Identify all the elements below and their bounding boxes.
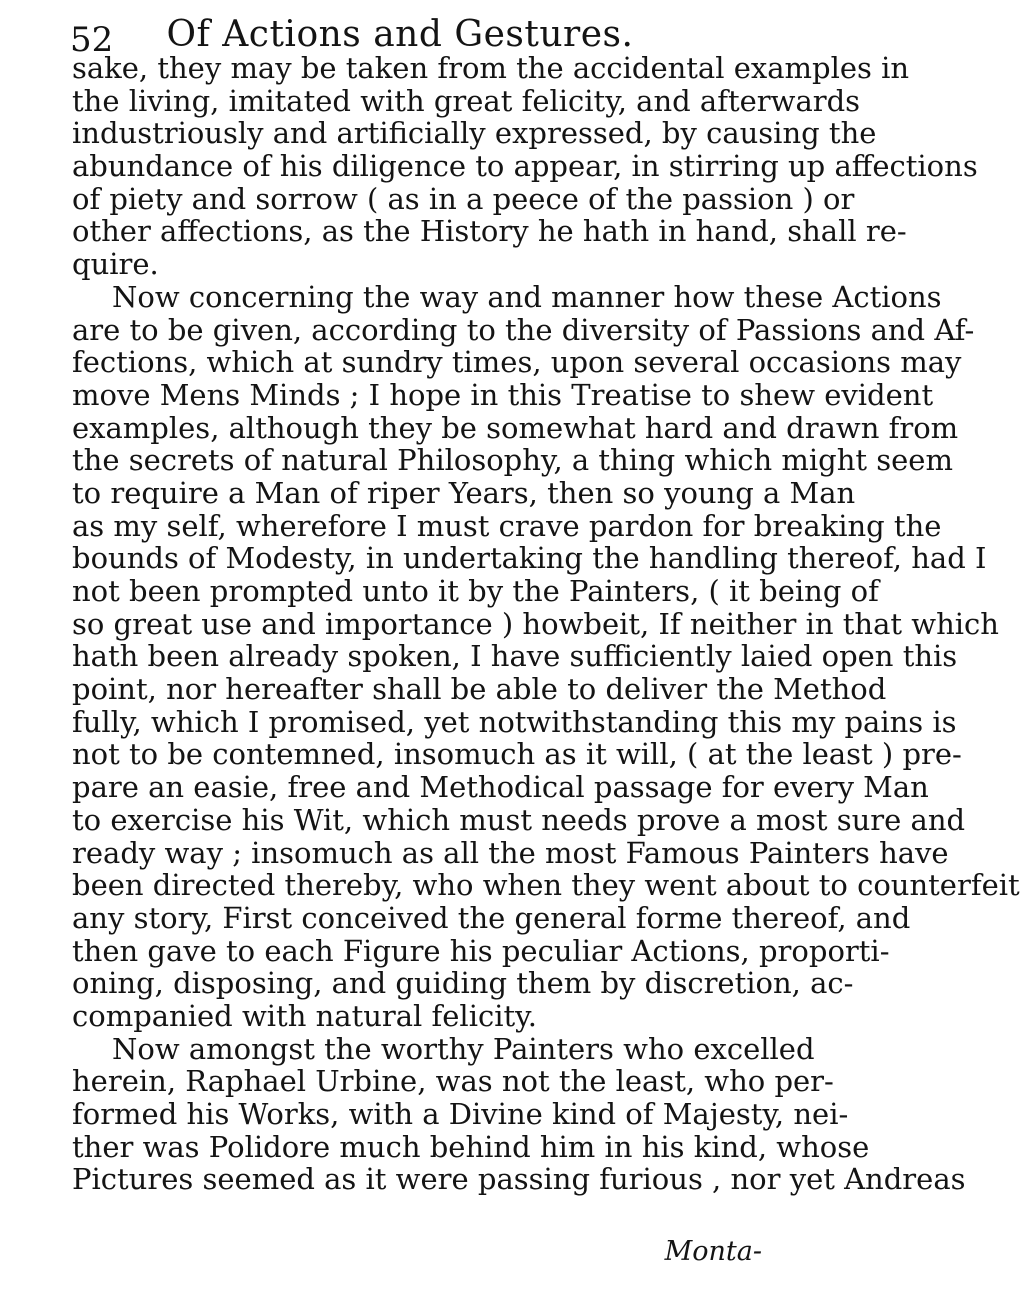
text-line: Pictures seemed as it were passing furious , nor yet Andreas — [72, 1162, 966, 1197]
text-line: of piety and sorrow ( as in a peece of the passion ) or — [72, 181, 855, 216]
text-line: are to be given, according to the diversity of Passions and Af- — [72, 312, 975, 347]
text-line: abundance of his diligence to appear, in stirring up affections — [72, 149, 978, 184]
paragraph-start-line: Now amongst the worthy Painters who excelled — [112, 1031, 815, 1066]
text-line: fections, which at sundry times, upon several occasions may — [72, 345, 962, 380]
text-line: bounds of Modesty, in undertaking the handling thereof, had I — [72, 541, 987, 576]
text-line: any story, First conceived the general forme thereof, and — [72, 900, 911, 935]
text-line: quire. — [72, 247, 159, 282]
text-line: companied with natural felicity. — [72, 998, 537, 1033]
text-line: been directed thereby, who when they went about to counterfeit — [72, 868, 1020, 903]
text-line: sake, they may be taken from the accidental examples in — [72, 51, 910, 85]
text-line: to require a Man of riper Years, then so young a Man — [72, 475, 856, 510]
text-line: move Mens Minds ; I hope in this Treatise to shew evident — [72, 377, 934, 412]
page-number: 52 — [70, 20, 114, 60]
running-title: Of Actions and Gestures. — [166, 14, 634, 55]
paragraph-start-line: Now concerning the way and manner how these Actions — [112, 279, 942, 314]
text-line: then gave to each Figure his peculiar Actions, proporti- — [72, 933, 890, 968]
text-line: to exercise his Wit, which must needs prove a most sure and — [72, 802, 966, 837]
text-line: ready way ; insomuch as all the most Famous Painters have — [72, 835, 949, 870]
text-line: examples, although they be somewhat hard and drawn from — [72, 410, 959, 445]
text-line: the living, imitated with great felicity, and afterwards — [72, 83, 861, 118]
text-line: point, nor hereafter shall be able to deliver the Method — [72, 672, 887, 707]
text-line: not been prompted unto it by the Painters, ( it being of — [72, 574, 879, 608]
text-line: ther was Polidore much behind him in his kind, whose — [72, 1129, 870, 1164]
text-line: industriously and artificially expressed, by causing the — [72, 116, 877, 151]
text-line: fully, which I promised, yet notwithstanding this my pains is — [72, 704, 957, 739]
text-line: as my self, wherefore I must crave pardon for breaking the — [72, 508, 942, 543]
text-line: other affections, as the History he hath in hand, shall re- — [72, 214, 907, 249]
text-line: the secrets of natural Philosophy, a thing which might seem — [72, 443, 953, 478]
text-line: herein, Raphael Urbine, was not the least, who per- — [72, 1064, 834, 1099]
text-line: pare an easie, free and Methodical passage for every Man — [72, 770, 929, 805]
text-line: not to be contemned, insomuch as it will, ( at the least ) pre- — [72, 737, 962, 772]
text-line: so great use and importance ) howbeit, If neither in that which — [72, 606, 999, 641]
text-line: oning, disposing, and guiding them by discretion, ac- — [72, 966, 854, 1001]
catchword: Monta- — [664, 1236, 762, 1267]
text-line: hath been already spoken, I have sufficiently laied open this — [72, 639, 958, 674]
body-text — [72, 51, 1020, 1197]
text-line: formed his Works, with a Divine kind of Majesty, nei- — [72, 1097, 849, 1131]
